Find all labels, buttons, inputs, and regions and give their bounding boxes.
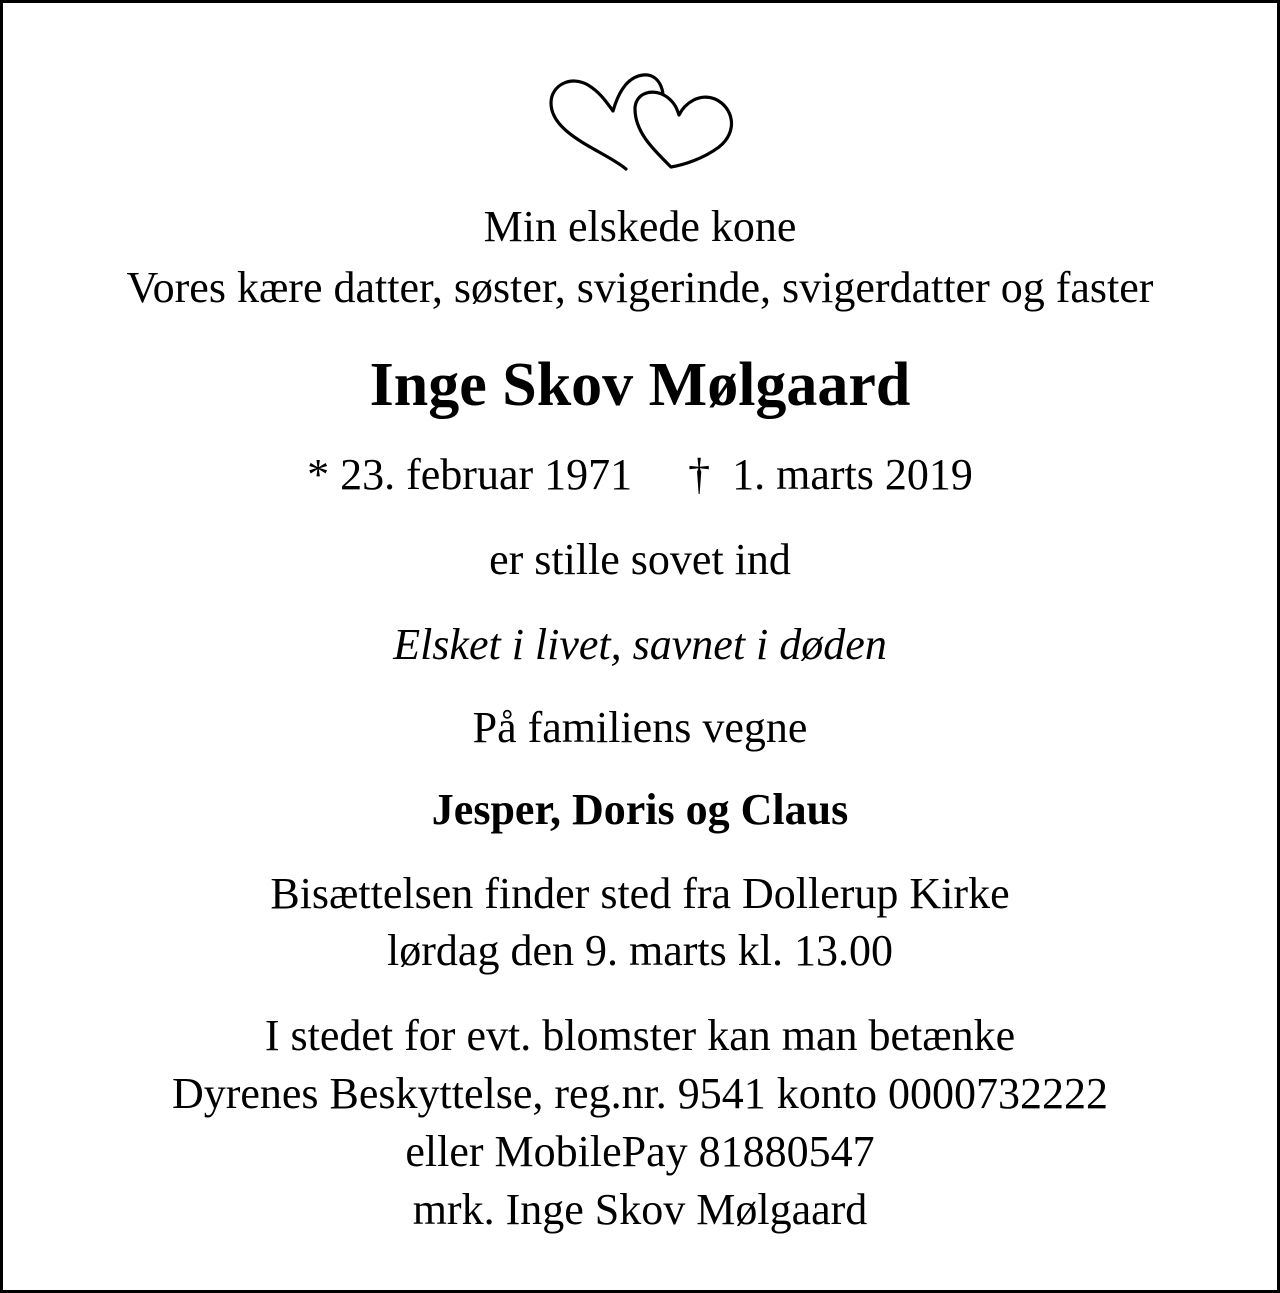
donation-line-3: eller MobilePay 81880547 bbox=[405, 1127, 875, 1176]
death-date: 1. marts 2019 bbox=[732, 450, 973, 499]
motto: Elsket i livet, savnet i døden bbox=[393, 620, 887, 669]
deceased-name: Inge Skov Mølgaard bbox=[369, 351, 911, 419]
donation-line-4: mrk. Inge Skov Mølgaard bbox=[412, 1185, 868, 1234]
birth-date: 23. februar 1971 bbox=[340, 450, 633, 499]
donation-line-2: Dyrenes Beskyttelse, reg.nr. 9541 konto 0000732222 bbox=[171, 1069, 1109, 1118]
on-behalf-text: På familiens vegne bbox=[472, 703, 808, 752]
birth-symbol: * bbox=[307, 450, 330, 499]
ceremony-line-2: lørdag den 9. marts kl. 13.00 bbox=[387, 926, 893, 975]
life-dates bbox=[3, 450, 1277, 499]
death-symbol: † bbox=[688, 450, 711, 499]
family-names: Jesper, Doris og Claus bbox=[431, 785, 849, 834]
donation-line-1: I stedet for evt. blomster kan man betænke bbox=[264, 1011, 1016, 1060]
intro-line-1: Min elskede kone bbox=[483, 202, 797, 251]
ceremony-line-1: Bisættelsen finder sted fra Dollerup Kirke bbox=[270, 869, 1010, 918]
intro-line-2: Vores kære datter, søster, svigerinde, svigerdatter og faster bbox=[126, 263, 1154, 312]
two-hearts-icon bbox=[543, 63, 743, 178]
passed-away-text: er stille sovet ind bbox=[489, 535, 791, 584]
